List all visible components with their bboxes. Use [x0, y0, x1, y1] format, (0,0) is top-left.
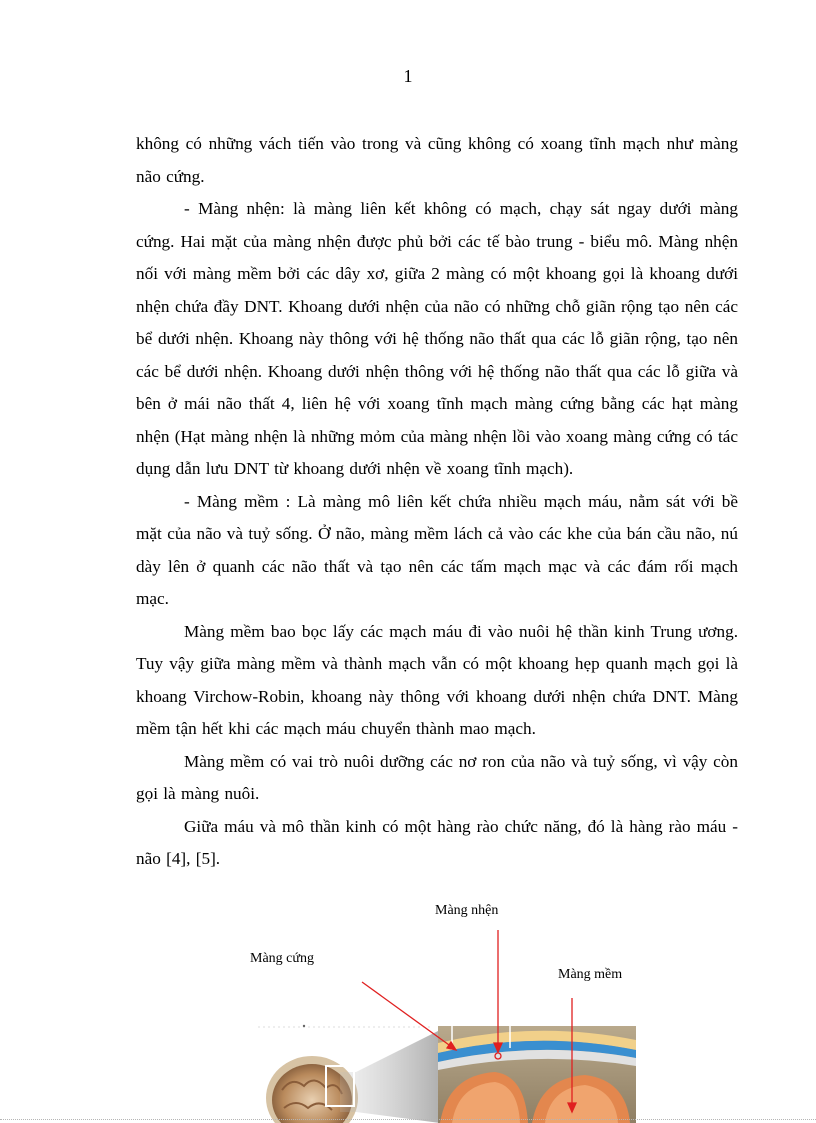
arachnoid-marker	[495, 1053, 501, 1059]
zoom-wedge	[340, 1030, 440, 1123]
paragraph-1: không có những vách tiến vào trong và cũng không có xoang tĩnh mạch như màng não cứng.	[136, 134, 738, 186]
label-dura: Màng cứng	[250, 951, 314, 966]
paragraph-hang-rao: Giữa máu và mô thần kinh có một hàng rào chức năng, đó là hàng rào máu - não [4], [5].	[136, 816, 738, 868]
body-text	[136, 128, 738, 876]
paragraph-mang-nhen: - Màng nhện: là màng liên kết không có mạch, chạy sát ngay dưới màng cứng. Hai mặt của màng nhện được phủ bởi các tế bào trung - biểu mô. Màng nhện nối với màng mềm bởi các dây xơ, giữa 2 màng có một khoang gọi là khoang dưới nhện chứa đầy DNT. Khoang dưới nhện của não có những chỗ giãn rộng tạo nên các bể dưới nhện. Khoang này thông với hệ thống não thất qua các lỗ giãn rộng, tạo nên các bể dưới nhện. Khoang dưới nhện thông với hệ thống não thất qua các lỗ giữa và bên ở mái não thất 4, liên hệ với xoang tĩnh mạch màng cứng bằng các hạt màng nhện (Hạt màng nhện là những mỏm của màng nhện lồi vào xoang màng cứng có tác dụng dẫn lưu DNT từ khoang dưới nhện về xoang tĩnh mạch).	[136, 199, 738, 478]
skull-brain-section	[266, 1056, 358, 1123]
paragraph-mang-mem: - Màng mềm : Là màng mô liên kết chứa nhiều mạch máu, nằm sát với bề mặt của não và tuỷ sống. Ở não, màng mềm lách cả vào các khe của bán cầu não, nú dày lên ở quanh các não thất và tạo nên các tấm mạch mạc và các đám rối mạch mạc.	[136, 491, 738, 608]
pointer-arrows	[362, 930, 576, 1112]
label-pia: Màng mềm	[558, 967, 623, 982]
zoom-selection-box	[326, 1066, 354, 1106]
magnified-meninges-panel	[438, 1026, 636, 1123]
paragraph-mang-nuoi: Màng mềm có vai trò nuôi dưỡng các nơ ron của não và tuỷ sống, vì vậy còn gọi là màng nuôi.	[136, 751, 738, 803]
page-bottom-edge	[0, 1119, 816, 1120]
paragraph-mang-mem-bao-boc: Màng mềm bao bọc lấy các mạch máu đi vào nuôi hệ thần kinh Trung ương. Tuy vậy giữa màng mềm và thành mạch vẫn có một khoang hẹp quanh mạch gọi là khoang Virchow-Robin, khoang này thông với khoang dưới nhện chứa DNT. Màng mềm tận hết khi các mạch máu chuyển thành mao mạch.	[136, 621, 738, 738]
label-arachnoid: Màng nhện	[435, 903, 499, 918]
figure-faint-marks	[258, 1025, 430, 1027]
page-number: 1	[403, 66, 413, 86]
